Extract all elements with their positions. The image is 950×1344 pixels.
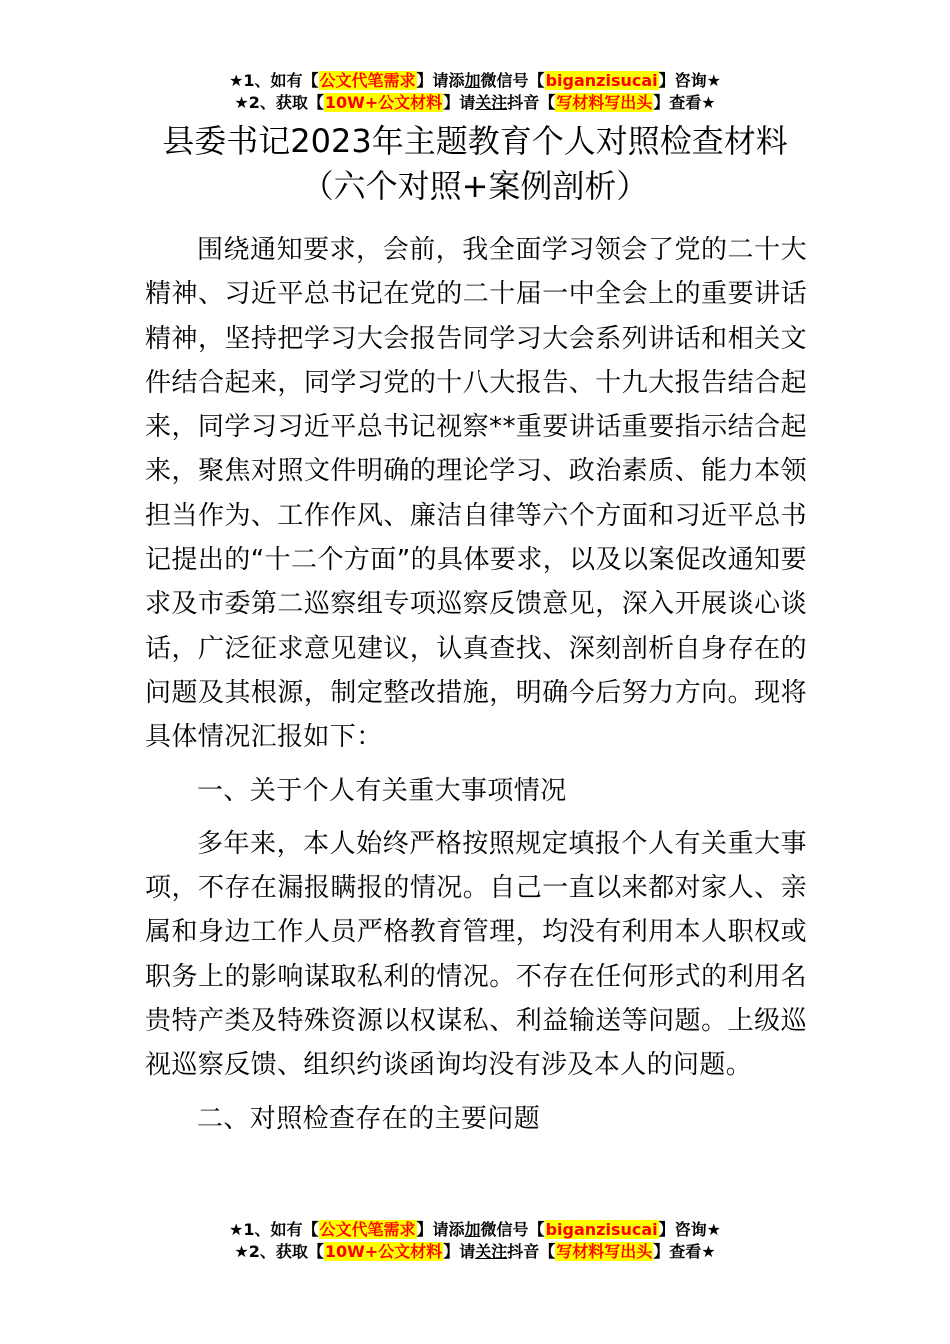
promo-line-2: ★2、获取【10W+公文材料】请关注抖音【写材料写出头】查看★ [234,93,716,112]
highlight-douyin-account: 写材料写出头 [556,1242,653,1261]
highlight-service: 公文代笔需求 [319,71,416,90]
document-subtitle: （六个对照+案例剖析） [301,167,649,205]
document-body [145,228,807,1141]
highlight-materials: 10W+公文材料 [324,1242,443,1261]
promo-banner-top [0,70,950,114]
section-heading-1: 一、关于个人有关重大事项情况 [197,775,567,806]
section-1-paragraph: 多年来，本人始终严格按照规定填报个人有关重大事项，不存在漏报瞒报的情况。自己一直以来都对家人、亲属和身边工作人员严格教育管理，均没有利用本人职权或职务上的影响谋取私利的情况。不存在任何形式的利用名贵特产类及特殊资源以权谋私、利益输送等问题。上级巡视巡察反馈、组织约谈函询均没有涉及本人的问题。 [145,828,807,1081]
promo-banner-bottom [0,1219,950,1263]
highlight-materials: 10W+公文材料 [324,93,443,112]
intro-paragraph: 围绕通知要求，会前，我全面学习领会了党的二十大精神、习近平总书记在党的二十届一中全会上的重要讲话精神，坚持把学习大会报告同学习大会系列讲话和相关文件结合起来，同学习党的十八大报告、十九大报告结合起来，同学习习近平总书记视察**重要讲话重要指示结合起来，聚焦对照文件明确的理论学习、政治素质、能力本领担当作为、工作作风、廉洁自律等六个方面和习近平总书记提出的“十二个方面”的具体要求，以及以案促改通知要求及市委第二巡察组专项巡察反馈意见，深入开展谈心谈话，广泛征求意见建议，认真查找、深刻剖析自身存在的问题及其根源，制定整改措施，明确今后努力方向。现将具体情况汇报如下： [145,235,807,753]
promo-line-1: ★1、如有【公文代笔需求】请添加微信号【biganzisucai】咨询★ [229,71,721,90]
promo-line-2: ★2、获取【10W+公文材料】请关注抖音【写材料写出头】查看★ [234,1242,716,1261]
highlight-service: 公文代笔需求 [319,1220,416,1239]
section-heading-2: 二、对照检查存在的主要问题 [197,1103,541,1134]
highlight-wechat-id: biganzisucai [545,1220,658,1239]
promo-line-1: ★1、如有【公文代笔需求】请添加微信号【biganzisucai】咨询★ [229,1220,721,1239]
document-title: 县委书记2023年主题教育个人对照检查材料 [162,122,788,160]
highlight-douyin-account: 写材料写出头 [556,93,653,112]
highlight-wechat-id: biganzisucai [545,71,658,90]
